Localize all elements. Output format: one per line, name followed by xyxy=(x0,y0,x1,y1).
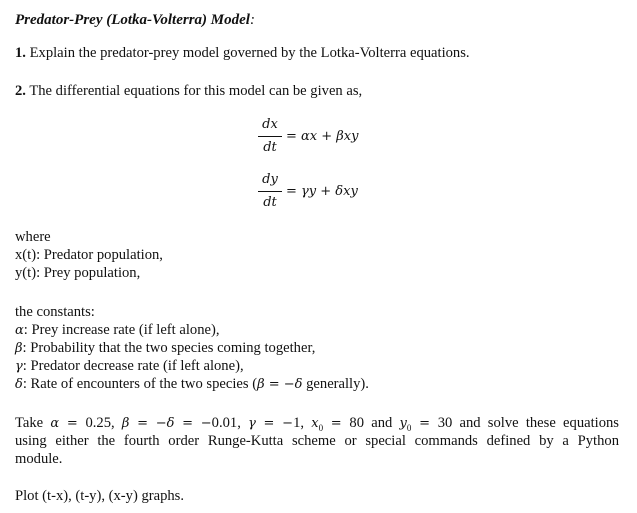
document-title xyxy=(15,11,255,29)
fraction-bar xyxy=(258,191,282,192)
description: : Predator decrease rate (if left alone), xyxy=(22,358,244,374)
title-colon: : xyxy=(249,12,255,28)
var-y: y(t): Prey population, xyxy=(15,265,141,281)
numerator: dy xyxy=(262,172,278,187)
t: 0.01, xyxy=(211,415,249,431)
sub: 0 xyxy=(406,422,412,433)
constant-alpha xyxy=(15,321,219,340)
m: = xyxy=(411,416,438,431)
question-text: The differential equations for this model can be given as, xyxy=(25,83,363,99)
question-number: 1. xyxy=(15,45,26,61)
question-number: 2. xyxy=(15,83,26,99)
take-line-3: module. xyxy=(15,451,63,467)
denominator: dt xyxy=(263,195,277,211)
symbol: α xyxy=(15,323,24,338)
equation-2-fraction xyxy=(258,171,282,212)
take-line-2: using either the fourth order Runge-Kutta scheme or special commands defined by a Python xyxy=(15,433,619,449)
equation-2-rhs: = γy + δxy xyxy=(286,184,358,199)
description: : Prey increase rate (if left alone), xyxy=(23,322,220,338)
constant-gamma xyxy=(15,357,244,376)
description: : Rate of encounters of the two species ( xyxy=(22,376,258,392)
t: 30 and solve these equations xyxy=(437,415,619,431)
question-2 xyxy=(15,82,362,100)
sub: 0 xyxy=(318,422,324,433)
m: γ = − xyxy=(248,416,294,431)
symbol: δ xyxy=(15,377,23,392)
equation-1-rhs: = αx + βxy xyxy=(286,129,359,144)
t: 0.25, xyxy=(85,415,122,431)
m: = xyxy=(323,416,350,431)
var-x: x(t): Predator population, xyxy=(15,247,163,263)
m: x xyxy=(311,416,319,431)
constant-beta xyxy=(15,339,315,358)
constants-heading: the constants: xyxy=(15,304,95,320)
symbol: β xyxy=(15,341,23,356)
equation-1-fraction xyxy=(258,116,282,157)
math: β = −δ xyxy=(257,377,303,392)
numerator: dx xyxy=(262,117,278,132)
fraction-bar xyxy=(258,136,282,137)
m: α = xyxy=(50,416,86,431)
title-text: Predator-Prey (Lotka-Volterra) Model xyxy=(15,12,250,28)
t: 80 and xyxy=(349,415,400,431)
constant-delta xyxy=(15,375,369,394)
description-tail: generally). xyxy=(302,376,369,392)
where-label: where xyxy=(15,229,51,245)
m: y xyxy=(399,416,407,431)
t: 1, xyxy=(293,415,312,431)
question-1 xyxy=(15,44,470,62)
symbol: γ xyxy=(15,359,23,374)
m: β = −δ = − xyxy=(121,416,212,431)
question-text: Explain the predator-prey model governed by the Lotka-Volterra equations. xyxy=(25,45,470,61)
plot-instruction: Plot (t-x), (t-y), (x-y) graphs. xyxy=(15,488,185,504)
denominator: dt xyxy=(263,140,277,156)
t: Take xyxy=(15,415,51,431)
description: : Probability that the two species coming together, xyxy=(22,340,316,356)
